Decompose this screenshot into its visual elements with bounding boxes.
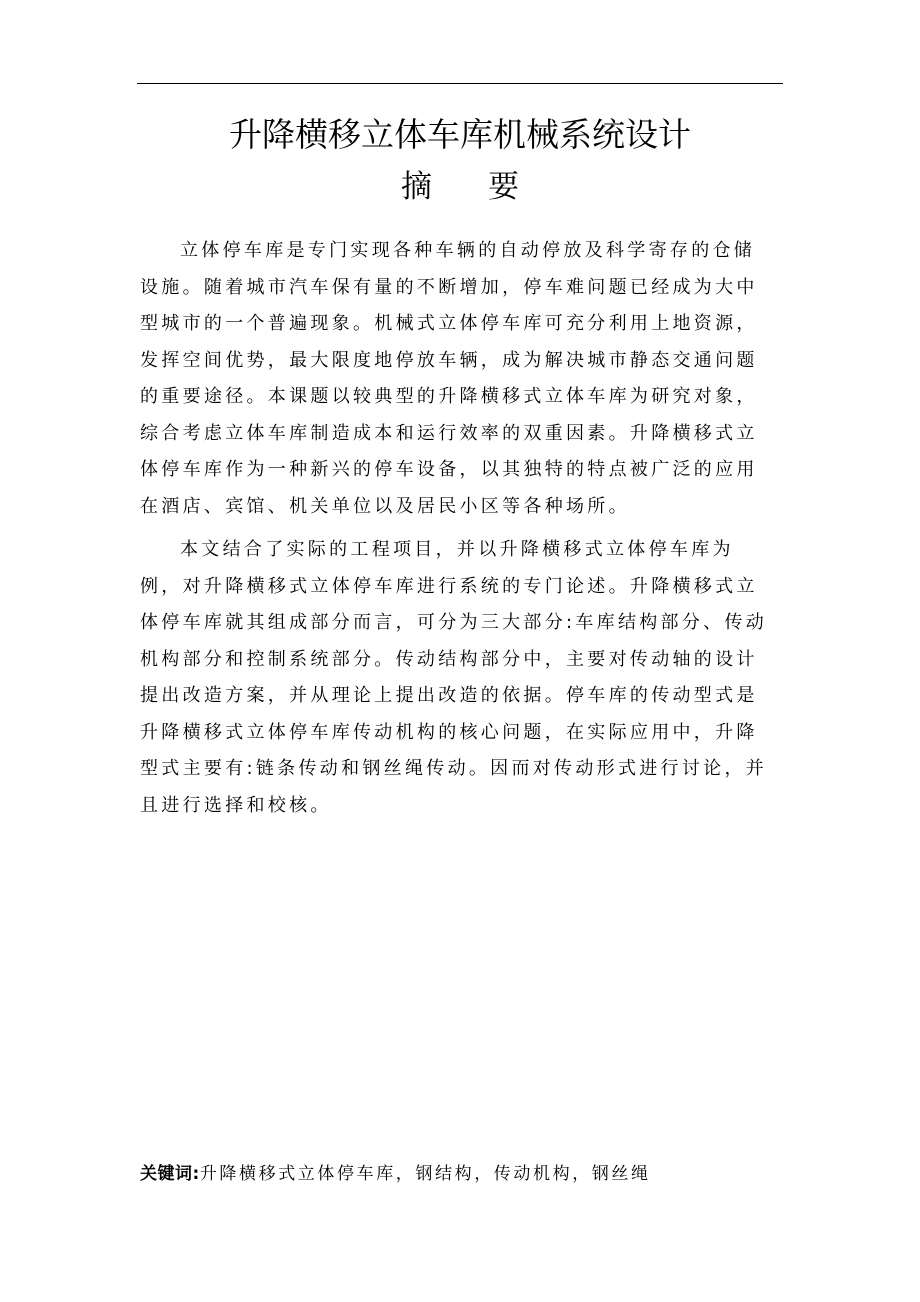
paragraph-line: 体停车库作为一种新兴的停车设备，以其独特的特点被广泛的应用 — [140, 459, 758, 480]
paragraph-line: 发挥空间优势，最大限度地停放车辆，成为解决城市静态交通问题 — [140, 349, 758, 371]
paragraph-line: 在酒店、宾馆、机关单位以及居民小区等各种场所。 — [140, 495, 630, 517]
paragraph-line: 型城市的一个普遍现象。机械式立体停车库可充分利用上地资源， — [140, 313, 758, 334]
paragraph-line: 本文结合了实际的工程项目，并以升降横移式立体停车库为 — [180, 539, 734, 560]
header-rule — [137, 83, 783, 84]
abstract-paragraph-1 — [140, 233, 780, 525]
paragraph-line: 立体停车库是专门实现各种车辆的自动停放及科学寄存的仓储 — [180, 240, 756, 261]
document-title: 升降横移立体车库机械系统设计 — [229, 115, 691, 154]
paragraph-line: 设施。随着城市汽车保有量的不断增加，停车难问题已经成为大中 — [140, 276, 758, 298]
paragraph-line: 综合考虑立体车库制造成本和运行效率的双重因素。升降横移式立 — [140, 422, 758, 444]
keywords-label: 关键词: — [140, 1164, 200, 1184]
paragraph-line: 提出改造方案，并从理论上提出改造的依据。停车库的传动型式是 — [140, 685, 758, 706]
paragraph-line: 且进行选择和校核。 — [140, 794, 332, 816]
paragraph-line: 机构部分和控制系统部分。传动结构部分中，主要对传动轴的设计 — [140, 648, 758, 670]
abstract-paragraph-2 — [140, 532, 780, 824]
paragraph-line: 升降横移式立体停车库传动机构的核心问题，在实际应用中，升降 — [140, 721, 758, 743]
paragraph-line: 体停车库就其组成部分而言，可分为三大部分:车库结构部分、传动 — [140, 612, 768, 633]
keywords-values: 升降横移式立体停车库，钢结构，传动机构，钢丝绳 — [199, 1164, 651, 1184]
paragraph-line: 例，对升降横移式立体停车库进行系统的专门论述。升降横移式立 — [140, 575, 758, 597]
keywords-line — [140, 1156, 651, 1192]
abstract-heading: 摘要 — [401, 169, 575, 205]
paragraph-line: 的重要途径。本课题以较典型的升降横移式立体车库为研究对象， — [140, 386, 758, 407]
paragraph-line: 型式主要有:链条传动和钢丝绳传动。因而对传动形式进行讨论，并 — [140, 758, 768, 779]
